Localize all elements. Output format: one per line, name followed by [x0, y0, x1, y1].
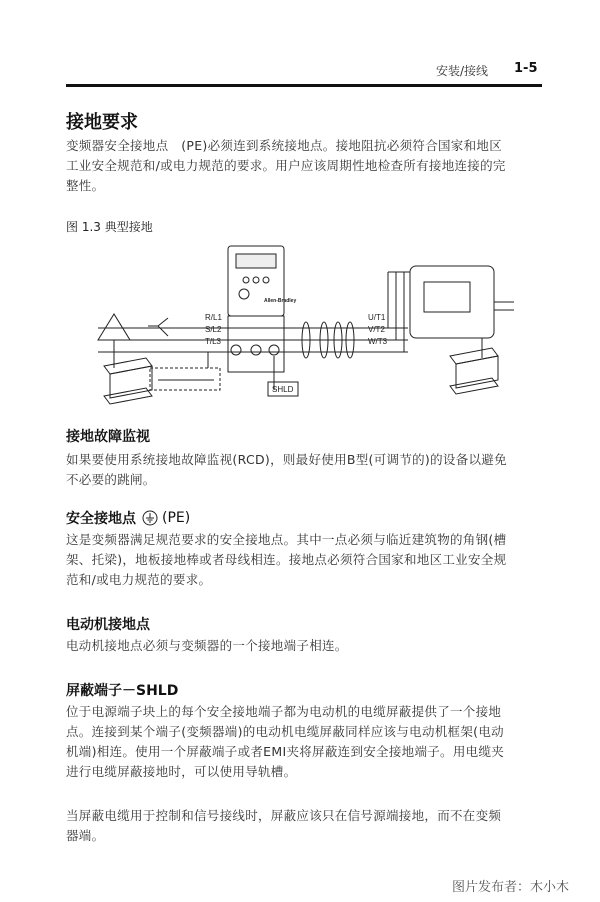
text-line: 整性。 [66, 178, 105, 193]
text-line: 点。连接到某个端子(变频器端)的电动机电缆屏蔽同样应该与电动机框架(电动 [66, 724, 504, 739]
paragraph-shield-terminal [66, 702, 544, 782]
delta-transformer-symbol [98, 314, 130, 340]
text-line: 位于电源端子块上的每个安全接地端子都为电动机的电缆屏蔽提供了一个接地 [66, 704, 502, 719]
label-v-t2: V/T2 [368, 325, 385, 334]
text-line: 这是变频器满足规范要求的安全接地点。其中一点必须与临近建筑物的角钢(槽 [66, 532, 507, 547]
label-s-l2: S/L2 [205, 325, 222, 334]
ground-terminal-icon [269, 345, 279, 355]
image-credit: 图片发布者：木小木 [452, 880, 570, 895]
header-section-title: 安装/接线 [436, 64, 489, 78]
text-line: 器端。 [66, 828, 105, 843]
i-beam-left [104, 358, 152, 404]
header-rule [66, 84, 542, 87]
drive-brand-label: Allen-Bradley [264, 298, 297, 304]
text-line: 如果要使用系统接地故障监视(RCD)，则最好使用B型(可调节的)的设备以避免 [66, 452, 507, 467]
drive-unit [228, 246, 284, 372]
paragraph-motor-ground [66, 636, 544, 656]
label-shld: SHLD [272, 385, 294, 394]
i-beam-right [450, 348, 498, 394]
section-title-grounding: 接地要求 [66, 112, 138, 133]
grounding-diagram [88, 240, 528, 412]
text-line: 架、托梁)，地板接地棒或者母线相连。接地点必须符合国家和地区工业安全规 [66, 552, 507, 567]
label-r-l1: R/L1 [205, 313, 222, 322]
text-line: 电动机接地点必须与变频器的一个接地端子相连。 [66, 638, 348, 653]
text-line: 当屏蔽电缆用于控制和信号接线时，屏蔽应该只在信号源端接地，而不在变频 [66, 808, 502, 823]
paragraph-ground-fault [66, 450, 544, 490]
motor-body [410, 266, 494, 338]
section-title-shield-terminal: 屏蔽端子－SHLD [66, 683, 179, 699]
text-line: 工业安全规范和/或电力规范的要求。用户应该周期性地检查所有接地连接的完 [66, 158, 506, 173]
paragraph-grounding [66, 136, 544, 196]
ground-terminal-icon [231, 345, 241, 355]
disconnect-box [150, 368, 220, 390]
wye-transformer-symbol [148, 318, 168, 336]
ground-symbol-icon [142, 510, 158, 526]
ground-terminal-icon [251, 345, 261, 355]
label-u-t1: U/T1 [368, 313, 386, 322]
paragraph-control-shield [66, 806, 544, 846]
text-line: 变频器安全接地点 (PE)必须连到系统接地点。接地阻抗必须符合国家和地区 [66, 138, 502, 153]
label-t-l3: T/L3 [205, 337, 222, 346]
safety-ground-title-suffix: (PE) [162, 510, 191, 526]
section-title-safety-ground [66, 508, 190, 528]
paragraph-safety-ground [66, 530, 544, 590]
text-line: 进行电缆屏蔽接地时，可以使用导轨槽。 [66, 764, 297, 779]
figure-caption: 图 1.3 典型接地 [66, 220, 153, 234]
page-number: 1-5 [514, 61, 538, 76]
text-line: 机端)相连。使用一个屏蔽端子或者EMI夹将屏蔽连到安全接地端子。用电缆夹 [66, 744, 505, 759]
section-title-ground-fault: 接地故障监视 [66, 429, 150, 445]
section-title-motor-ground: 电动机接地点 [66, 617, 150, 633]
text-line: 范和/或电力规范的要求。 [66, 572, 212, 587]
text-line: 不必要的跳闸。 [66, 472, 156, 487]
label-w-t3: W/T3 [368, 337, 388, 346]
safety-ground-title-text: 安全接地点 [66, 511, 136, 527]
